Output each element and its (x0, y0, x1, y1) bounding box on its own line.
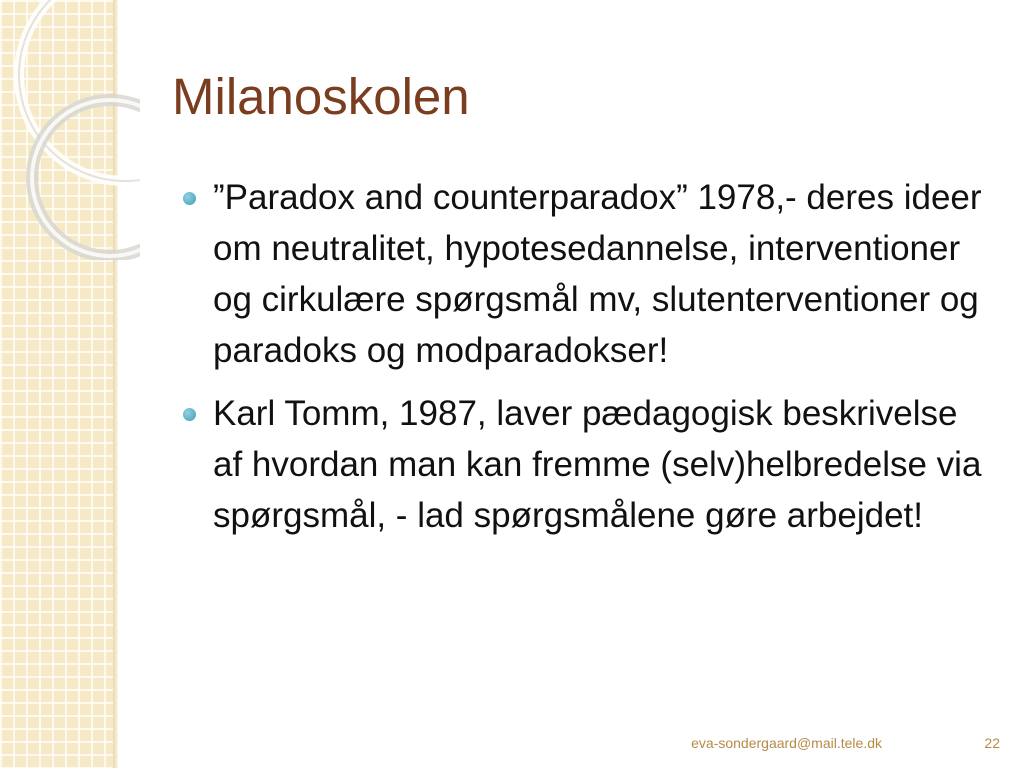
bullet-marker-icon (183, 408, 196, 421)
bullet-item-paradox (183, 172, 993, 376)
slide-title: Milanoskolen (172, 68, 470, 125)
slide-number: 22 (984, 735, 1000, 751)
bullet-text: Karl Tomm, 1987, laver pædagogisk beskrivelse af hvordan man kan fremme (selv)helbredelse via spørgsmål, - lad spørgsmålene gøre arbejdet! (213, 394, 982, 535)
footer-email: eva-sondergaard@mail.tele.dk (691, 735, 882, 751)
bullet-item-karl-tomm (183, 388, 993, 541)
bullet-text: ”Paradox and counterparadox” 1978,- deres ideer om neutralitet, hypotesedannelse, interventioner og cirkulære spørgsmål mv, slutenterventioner og paradoks og modparadokser! (213, 178, 982, 370)
bullet-marker-icon (183, 192, 196, 205)
decorative-circles (0, 0, 140, 260)
bullet-list (183, 172, 993, 553)
